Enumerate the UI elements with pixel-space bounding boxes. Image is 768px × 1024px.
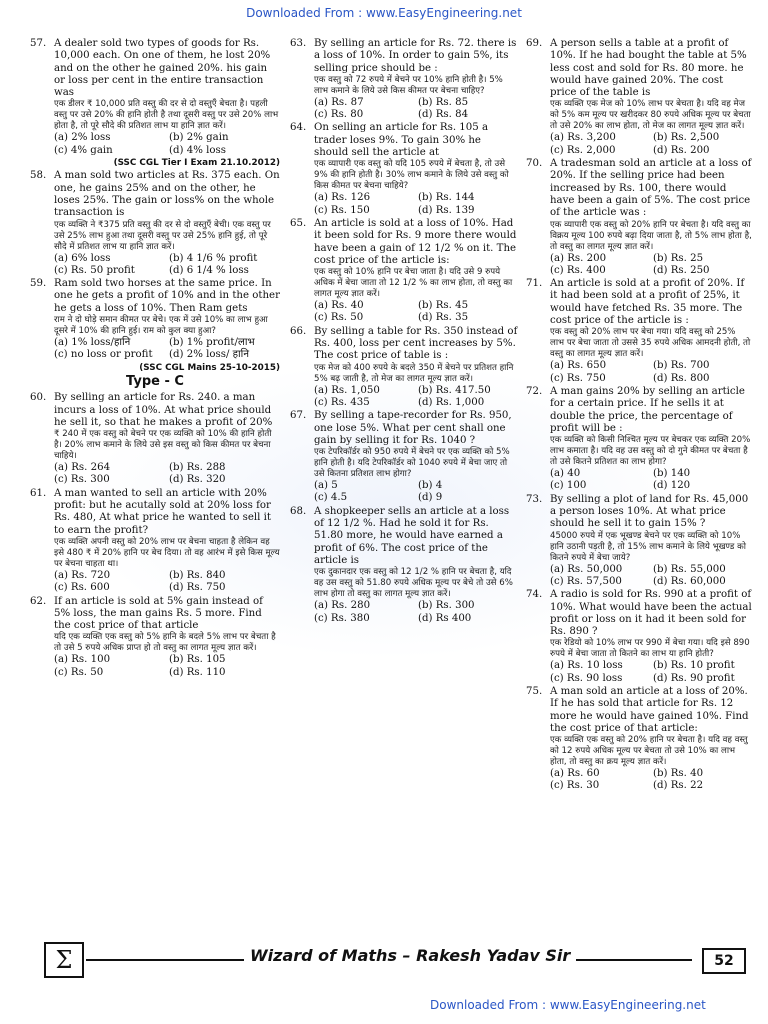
question-number: 66. — [290, 325, 307, 337]
question-text: A shopkeeper sells an article at a loss of 12 1/2 %. Had he sold it for Rs. 51.80 more, he would have earned a profit of 6%. The cost price of the article is — [314, 505, 510, 566]
answer-options — [550, 253, 752, 278]
question-body — [54, 38, 280, 169]
question-number: 68. — [290, 505, 307, 517]
question-hindi-text: एक दुकानदार एक वस्तु को 12 1/2 % हानि पर बेचता है, यदि वह उस वस्तु को 51.80 रुपये अधिक मूल्य पर बेचे तो उसे 6% लाभ होगा तो वस्तु का लागत मूल्य ज्ञात करें। — [314, 567, 513, 600]
answer-option: (d) Rs. 22 — [653, 780, 704, 792]
answer-option: (d) Rs. 110 — [169, 666, 226, 678]
answer-option: (a) Rs. 3,200 — [550, 132, 616, 144]
question-text: An article is sold at a loss of 10%. Had it been sold for Rs. 9 more there would have been a gain of 12 1/2 % on it. The cost price of the article is: — [314, 217, 517, 266]
question-body — [54, 170, 280, 277]
question-item — [290, 218, 518, 325]
question-body — [54, 488, 280, 595]
question-item — [526, 589, 752, 685]
question-body — [550, 158, 752, 277]
question-text: Ram sold two horses at the same price. In one he gets a profit of 10% and in the other he gets a loss of 10%. Then Ram gets — [54, 278, 280, 314]
answer-option: (d) Rs. 250 — [653, 264, 710, 276]
question-hindi-text: एक मेज को 400 रुपये के बदले 350 में बेचने पर प्रतिशत हानि 5% बढ़ जाती है, तो मेज का लागत मूल्य ज्ञात करें। — [314, 362, 514, 384]
question-hindi-text: एक वस्तु को 72 रुपये में बेचने पर 10% हानि होती है। 5% लाभ कमाने के लिये उसे किस कीमत पर बेचना चाहिए? — [314, 74, 503, 96]
answer-option: (d) Rs. 320 — [169, 474, 226, 486]
answer-option: (c) no loss or profit — [54, 349, 153, 361]
answer-options — [314, 480, 518, 505]
page-number: 52 — [702, 948, 746, 974]
answer-option: (a) Rs. 87 — [314, 96, 364, 108]
question-body — [54, 392, 280, 486]
question-number: 59. — [30, 278, 47, 290]
answer-options — [550, 768, 752, 793]
answer-option: (a) Rs. 40 — [314, 300, 364, 312]
question-number: 67. — [290, 410, 307, 422]
answer-option: (b) Rs. 840 — [169, 569, 226, 581]
answer-option: (c) Rs. 30 — [550, 780, 600, 792]
question-item — [526, 494, 752, 588]
question-body — [54, 596, 280, 679]
answer-option: (a) Rs. 264 — [54, 462, 111, 474]
question-number: 72. — [526, 385, 543, 397]
answer-option: (c) 4% gain — [54, 144, 113, 156]
question-item — [290, 506, 518, 625]
question-body — [314, 410, 518, 504]
question-body — [550, 494, 752, 588]
question-body — [550, 686, 752, 793]
question-hindi-text: एक व्यापारी एक वस्तु को 20% हानि पर बेचता है। यदि वस्तु का विक्रय मूल्य 100 रुपये बढ़ा दिया जाता है, तो 5% लाभ होता है, तो वस्तु का लागत मूल्य ज्ञात करें। — [550, 219, 752, 252]
question-text: An article is sold at a profit of 20%. If it had been sold at a profit of 25%, it would have fetched Rs. 35 more. The cost price of the article is : — [550, 278, 745, 327]
answer-options — [54, 654, 280, 679]
question-body — [550, 386, 752, 493]
question-item — [526, 686, 752, 793]
answer-option: (c) Rs. 50 — [54, 666, 104, 678]
sigma-logo-icon: Σ — [44, 942, 84, 978]
question-number: 74. — [526, 589, 543, 601]
answer-option: (a) Rs. 650 — [550, 360, 607, 372]
question-number: 61. — [30, 487, 47, 499]
question-text: A dealer sold two types of goods for Rs. 10,000 each. On one of them, he lost 20% and on the other he gained 20%. his gain or loss per cent in the entire transaction was — [54, 38, 271, 99]
answer-option: (c) Rs. 80 — [314, 109, 364, 121]
answer-option: (b) 1% profit/लाभ — [169, 337, 255, 349]
question-text: A person sells a table at a profit of 10%. If he had bought the table at 5% less cost and sold for Rs. 80 more. he would have gained 20%. The cost price of the table is — [550, 38, 747, 99]
question-text: By selling an article for Rs. 72. there is a loss of 10%. In order to gain 5%, its selling price should be : — [314, 38, 517, 74]
answer-option: (b) 4 1/6 % profit — [169, 252, 258, 264]
answer-option: (c) Rs. 90 loss — [550, 672, 623, 684]
answer-option: (c) Rs. 380 — [314, 612, 370, 624]
question-number: 69. — [526, 38, 543, 49]
answer-option: (a) Rs. 10 loss — [550, 660, 623, 672]
question-item — [30, 38, 280, 169]
answer-option: (a) Rs. 280 — [314, 600, 371, 612]
page-footer — [44, 942, 746, 984]
question-hindi-text: यदि एक व्यक्ति एक वस्तु को 5% हानि के बदले 5% लाभ पर बेचता है तो उसे 5 रुपये अधिक प्राप्त हो तो वस्तु का लागत मूल्य ज्ञात करें। — [54, 632, 276, 654]
question-item — [290, 326, 518, 409]
question-hindi-text: एक टेपरिकॉर्डर को 950 रुपये में बेचने पर एक व्यक्ति को 5% हानि होती है। यदि टेपरिकॉर्डर को 1040 रुपये में बेचा जाए तो उसे कितना प्रतिशत लाभ होगा? — [314, 447, 510, 480]
answer-option: (c) Rs. 50 — [314, 312, 364, 324]
answer-option: (c) Rs. 300 — [54, 474, 110, 486]
answer-options — [314, 300, 518, 325]
answer-option: (d) Rs. 60,000 — [653, 575, 726, 587]
question-number: 75. — [526, 685, 543, 697]
answer-option: (c) Rs. 150 — [314, 204, 370, 216]
answer-option: (a) Rs. 60 — [550, 768, 600, 780]
answer-option: (d) 9 — [418, 492, 443, 504]
answer-option: (b) Rs. 417.50 — [418, 384, 491, 396]
answer-option: (b) 140 — [653, 468, 691, 480]
answer-option: (b) Rs. 700 — [653, 360, 710, 372]
download-link-top[interactable]: Downloaded From : www.EasyEngineering.net — [246, 6, 522, 20]
answer-option: (c) Rs. 2,000 — [550, 144, 616, 156]
question-body — [54, 278, 280, 374]
question-item — [526, 386, 752, 493]
answer-options — [54, 462, 280, 487]
answer-option: (a) Rs. 1,050 — [314, 384, 380, 396]
answer-options — [314, 192, 518, 217]
question-body — [314, 506, 518, 625]
question-text: If an article is sold at 5% gain instead of 5% loss, the man gains Rs. 5 more. Find the cost price of that article — [54, 595, 263, 632]
answer-option: (a) Rs. 100 — [54, 654, 111, 666]
question-text: A man sold an article at a loss of 20%. If he has sold that article for Rs. 12 more he would have gained 10%. Find the cost price of that article: — [550, 685, 749, 734]
exam-source: (SSC CGL Mains 25-10-2015) — [139, 362, 280, 373]
answer-option: (c) Rs. 400 — [550, 264, 606, 276]
footer-title: Wizard of Maths – Rakesh Yadav Sir — [244, 946, 576, 965]
question-text: By selling an article for Rs. 240. a man incurs a loss of 10%. At what price should he sell it, so that he makes a profit of 20% — [54, 392, 273, 428]
answer-option: (d) 6 1/4 % loss — [169, 264, 249, 276]
answer-option: (c) Rs. 435 — [314, 396, 370, 408]
answer-option: (b) Rs. 288 — [169, 462, 226, 474]
question-text: A man sold two articles at Rs. 375 each. On one, he gains 25% and on the other, he loses 25%. The gain or loss% on the whole transaction is — [54, 170, 280, 219]
question-body — [550, 278, 752, 385]
question-body — [314, 38, 518, 121]
answer-option: (a) 5 — [314, 480, 338, 492]
question-hindi-text: एक व्यक्ति ने ₹375 प्रति वस्तु की दर से दो वस्तुएँ बेची। एक वस्तु पर उसे 25% लाभ हुआ तथा दूसरी वस्तु पर उसे 25% हानि हुई, तो पूरे सौदे में प्रतिशत लाभ या हानि ज्ञात करें। — [54, 219, 271, 252]
answer-option: (b) Rs. 40 — [653, 768, 704, 780]
answer-option: (b) Rs. 144 — [418, 192, 475, 204]
question-body — [550, 589, 752, 685]
answer-option: (d) 120 — [653, 480, 691, 492]
question-hindi-text: ₹ 240 में एक वस्तु को बेचने पर एक व्यक्ति को 10% की हानि होती है। 20% लाभ कमाने के लिये उसे इस वस्तु को किस कीमत पर बेचना चाहिये। — [54, 429, 272, 462]
question-item — [30, 488, 280, 595]
answer-option: (c) Rs. 600 — [54, 582, 110, 594]
answer-option: (d) Rs. 200 — [653, 144, 710, 156]
answer-options — [54, 132, 280, 157]
answer-option: (b) Rs. 25 — [653, 252, 704, 264]
exam-source: (SSC CGL Tier I Exam 21.10.2012) — [113, 158, 280, 169]
answer-option: (b) Rs. 45 — [418, 300, 469, 312]
question-number: 63. — [290, 38, 307, 49]
question-body — [314, 122, 518, 216]
answer-option: (a) Rs. 720 — [54, 569, 111, 581]
answer-option: (a) 1% loss/हानि — [54, 337, 131, 349]
answer-option: (b) Rs. 105 — [169, 654, 226, 666]
answer-option: (d) Rs. 84 — [418, 109, 469, 121]
answer-options — [550, 132, 752, 157]
question-item — [290, 122, 518, 216]
answer-options — [314, 385, 518, 410]
answer-option: (b) Rs. 2,500 — [653, 132, 720, 144]
column-3 — [526, 38, 752, 794]
answer-option: (c) Rs. 750 — [550, 372, 606, 384]
question-body — [314, 326, 518, 409]
question-number: 64. — [290, 122, 307, 134]
answer-option: (c) Rs. 57,500 — [550, 575, 622, 587]
question-hindi-text: एक व्यक्ति एक वस्तु को 20% हानि पर बेचता है। यदि वह वस्तु को 12 रुपये अधिक मूल्य पर बेचता तो उसे 10% का लाभ होता, तो वस्तु का क्रय मूल्य ज्ञात करें। — [550, 735, 748, 768]
answer-option: (d) Rs. 139 — [418, 204, 475, 216]
answer-options — [550, 360, 752, 385]
question-item — [526, 158, 752, 277]
question-text: A man gains 20% by selling an article for a certain price. If he sells it at double the price, the percentage of profit will be : — [550, 385, 745, 434]
question-number: 60. — [30, 392, 47, 404]
answer-option: (d) Rs. 750 — [169, 582, 226, 594]
question-text: By selling a table for Rs. 350 instead of Rs. 400, loss per cent increases by 5%. The cost price of table is : — [314, 325, 518, 362]
answer-option: (d) Rs. 800 — [653, 372, 710, 384]
answer-option: (d) Rs 400 — [418, 612, 472, 624]
question-number: 57. — [30, 38, 47, 49]
question-body — [314, 218, 518, 325]
answer-options — [314, 600, 518, 625]
section-heading: Type - C — [126, 373, 184, 389]
answer-option: (b) Rs. 10 profit — [653, 660, 735, 672]
answer-option: (a) 40 — [550, 468, 581, 480]
answer-option: (b) Rs. 55,000 — [653, 563, 726, 575]
answer-option: (b) Rs. 85 — [418, 96, 469, 108]
question-hindi-text: एक व्यक्ति अपनी वस्तु को 20% लाभ पर बेचना चाहता है लेकिन वह इसे 480 ₹ में 20% हानि पर बेच दिया। तो वह आरंभ में इसे किस मूल्य पर बेचना चाहता था। — [54, 536, 280, 569]
question-number: 71. — [526, 278, 543, 290]
question-text: By selling a tape-recorder for Rs. 950, one lose 5%. What per cent shall one gain by selling it for Rs. 1040 ? — [314, 410, 512, 446]
question-hindi-text: एक वस्तु को 10% हानि पर बेचा जाता है। यदि उसे 9 रुपये अधिक में बेचा जाता तो 12 1/2 % का लाभ होता, तो वस्तु का लागत मूल्य ज्ञात करें। — [314, 267, 513, 300]
question-item — [30, 278, 280, 374]
answer-options — [550, 564, 752, 589]
answer-option: (a) 6% loss — [54, 252, 111, 264]
answer-options — [54, 253, 280, 278]
answer-options — [550, 468, 752, 493]
answer-option: (b) Rs. 300 — [418, 600, 475, 612]
answer-option: (d) 2% loss/ हानि — [169, 349, 249, 361]
question-item — [526, 278, 752, 385]
column-2 — [290, 38, 518, 626]
answer-option: (d) Rs. 1,000 — [418, 396, 485, 408]
answer-option: (c) Rs. 50 profit — [54, 264, 135, 276]
question-hindi-text: एक व्यक्ति एक मेज को 10% लाभ पर बेचता है। यदि वह मेज को 5% कम मूल्य पर खरीदकर 80 रुपये अधिक मूल्य पर बेचता तो उसे 20% का लाभ होता, तो मेज का लागत मूल्य ज्ञात करें। — [550, 99, 751, 132]
question-hindi-text: एक डीलर ₹ 10,000 प्रति वस्तु की दर से दो वस्तुएँ बेचता है। पहली वस्तु पर उसे 20% की हानि होती है तथा दूसरी वस्तु पर उसे 20% लाभ होता है, तो पूरे सौदे की प्रतिशत लाभ या हानि ज्ञात करें। — [54, 99, 279, 132]
question-hindi-text: एक व्यक्ति को किसी निश्चित मूल्य पर बेचकर एक व्यक्ति 20% लाभ कमाता है। यदि वह उस वस्तु को दो गुने कीमत पर बेचता है तो उसे कितने प्रतिशत का लाभ होगा? — [550, 435, 751, 468]
question-text: A man wanted to sell an article with 20% profit: but he acutally sold at 20% loss for Rs. 480, At what price he wanted to sell it to earn the profit? — [54, 487, 272, 536]
question-hindi-text: 45000 रुपये में एक भूखण्ड बेचने पर एक व्यक्ति को 10% हानि उठानी पड़ती है, तो 15% लाभ कमाने के लिये भूखण्ड को कितने रुपये में बेचा जाये? — [550, 530, 746, 563]
answer-options — [314, 97, 518, 122]
question-text: A tradesman sold an article at a loss of 20%. If the selling price had been increased by Rs. 100, there would have been a gain of 5%. The cost price of the article was : — [550, 158, 752, 219]
answer-option: (b) 2% gain — [169, 132, 229, 144]
question-item — [30, 596, 280, 679]
question-hindi-text: एक वस्तु को 20% लाभ पर बेचा गया। यदि वस्तु को 25% लाभ पर बेचा जाता तो उससे 35 रुपये अधिक आमदनी होती, तो वस्तु का लागत मूल्य ज्ञात करें। — [550, 327, 751, 360]
column-1 — [30, 38, 280, 680]
question-body — [550, 38, 752, 157]
answer-option: (a) 2% loss — [54, 132, 111, 144]
question-hindi-text: राम ने दो घोड़े समान कीमत पर बेचे। एक में उसे 10% का लाभ हुआ दूसरे में 10% की हानि हुई। राम को कुल क्या हुआ? — [54, 315, 268, 337]
question-item — [290, 38, 518, 121]
answer-options — [54, 337, 280, 362]
answer-option: (c) 100 — [550, 480, 587, 492]
answer-options — [550, 660, 752, 685]
question-number: 65. — [290, 217, 307, 229]
answer-option: (b) 4 — [418, 480, 443, 492]
question-text: A radio is sold for Rs. 990 at a profit of 10%. What would have been the actual profit or loss on it had it been sold for Rs. 890 ? — [550, 589, 752, 638]
question-number: 58. — [30, 170, 47, 182]
question-item — [290, 410, 518, 504]
question-hindi-text: एक व्यापारी एक वस्तु को यदि 105 रुपये में बेचता है, तो उसे 9% की हानि होती है। 30% लाभ कमाने के लिये उसे वस्तु को किस कीमत पर बेचना चाहिये? — [314, 159, 509, 192]
question-text: By selling a plot of land for Rs. 45,000 a person loses 10%. At what price should he sell it to gain 15% ? — [550, 493, 749, 530]
answer-option: (c) 4.5 — [314, 492, 348, 504]
answer-option: (a) Rs. 126 — [314, 192, 371, 204]
answer-option: (a) Rs. 50,000 — [550, 563, 623, 575]
question-hindi-text: एक रेडियो को 10% लाभ पर 990 में बेचा गया। यदि इसे 890 रुपये में बेचा जाता तो कितने का लाभ या हानि होती? — [550, 638, 750, 660]
answer-options — [54, 570, 280, 595]
answer-option: (a) Rs. 200 — [550, 252, 607, 264]
download-link-bottom[interactable]: Downloaded From : www.EasyEngineering.net — [430, 998, 706, 1012]
answer-option: (d) Rs. 35 — [418, 312, 469, 324]
question-number: 73. — [526, 493, 543, 505]
answer-option: (d) 4% loss — [169, 144, 226, 156]
question-item — [526, 38, 752, 157]
answer-option: (d) Rs. 90 profit — [653, 672, 735, 684]
question-number: 62. — [30, 595, 47, 607]
question-text: On selling an article for Rs. 105 a trader loses 9%. To gain 30% he should sell the article at — [314, 122, 489, 159]
question-number: 70. — [526, 158, 543, 170]
question-item — [30, 170, 280, 277]
question-item — [30, 392, 280, 486]
